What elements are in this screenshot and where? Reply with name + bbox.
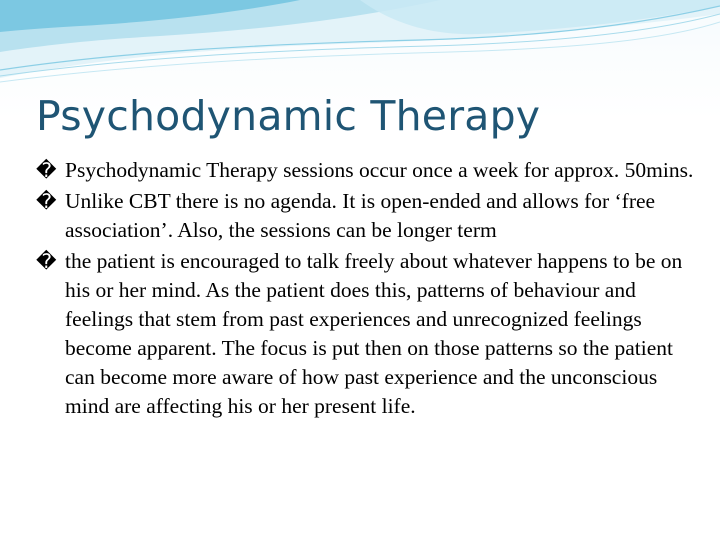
header-wave-decoration <box>0 0 720 90</box>
slide-title: Psychodynamic Therapy <box>36 92 541 140</box>
bullet-item <box>36 187 696 245</box>
bullet-item <box>36 156 696 185</box>
bullet-list <box>36 156 696 423</box>
bullet-marker-icon: � <box>36 158 57 182</box>
bullet-marker-icon: � <box>36 249 57 273</box>
bullet-marker-icon: � <box>36 189 57 213</box>
bullet-text: the patient is encouraged to talk freely about whatever happens to be on his or her mind. As the patient does this, patterns of behaviour and feelings that stem from past experiences and unrecognized feelings become apparent. The focus is put then on those patterns so the patient can become more aware of how past experience and the unconscious mind are affecting his or her present life. <box>65 249 683 418</box>
bullet-item <box>36 247 696 421</box>
bullet-text: Psychodynamic Therapy sessions occur once a week for approx. 50mins. <box>65 158 694 182</box>
bullet-text: Unlike CBT there is no agenda. It is open-ended and allows for ‘free association’. Also, the sessions can be longer term <box>65 189 656 242</box>
